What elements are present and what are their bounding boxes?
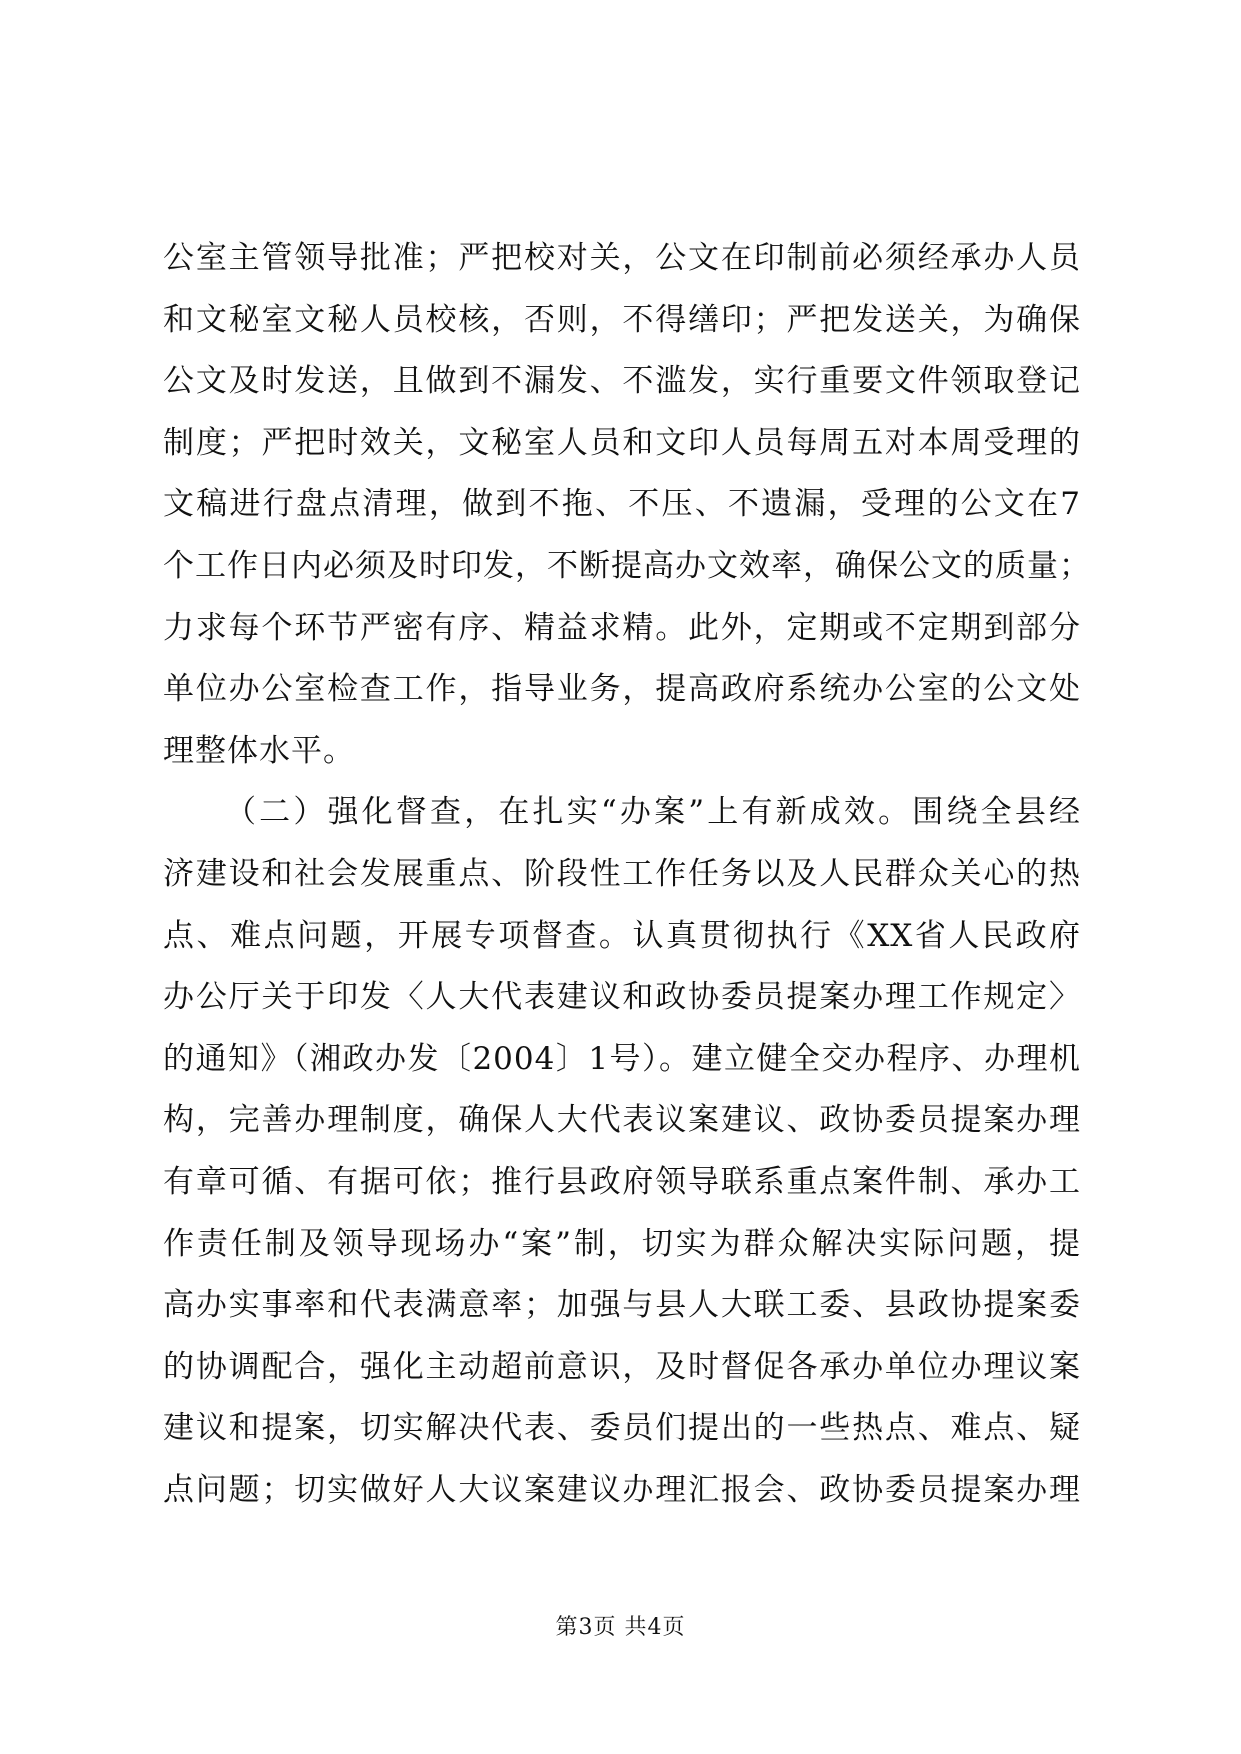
paragraph-end-line: 理整体水平。 (163, 732, 355, 769)
text-line: 公文及时发送，且做到不漏发、不滥发，实行重要文件领取登记 (163, 363, 1081, 400)
text-line: 的协调配合，强化主动超前意识，及时督促各承办单位办理议案 (163, 1348, 1081, 1385)
text-line: 公室主管领导批准；严把校对关，公文在印制前必须经承办人员 (163, 240, 1081, 276)
text-line: 点问题；切实做好人大议案建议办理汇报会、政协委员提案办理 (163, 1471, 1081, 1508)
body-text (163, 228, 1091, 1521)
page-number-footer: 第3页 共4页 (555, 1615, 686, 1640)
text-line: 办公厅关于印发〈人大代表建议和政协委员提案办理工作规定〉 (163, 979, 1081, 1016)
text-line: 力求每个环节严密有序、精益求精。此外，定期或不定期到部分 (163, 609, 1081, 646)
section-heading-line: （二）强化督查，在扎实“办案”上有新成效。围绕全县经 (225, 794, 1081, 831)
text-line: 作责任制及领导现场办“案”制，切实为群众解决实际问题，提 (163, 1225, 1081, 1262)
text-line: 个工作日内必须及时印发，不断提高办文效率，确保公文的质量； (163, 547, 1091, 584)
text-line: 的通知》（湘政办发〔2004〕1号）。建立健全交办程序、办理机 (163, 1040, 1081, 1077)
text-line: 建议和提案，切实解决代表、委员们提出的一些热点、难点、疑 (163, 1410, 1081, 1447)
text-line: 济建设和社会发展重点、阶段性工作任务以及人民群众关心的热 (163, 855, 1081, 892)
text-line: 单位办公室检查工作，指导业务，提高政府系统办公室的公文处 (163, 671, 1081, 708)
text-line: 构，完善办理制度，确保人大代表议案建议、政协委员提案办理 (163, 1102, 1081, 1139)
text-line: 和文秘室文秘人员校核，否则，不得缮印；严把发送关，为确保 (163, 301, 1081, 338)
text-line: 文稿进行盘点清理，做到不拖、不压、不遗漏，受理的公文在7 (163, 486, 1081, 523)
text-line: 制度；严把时效关，文秘室人员和文印人员每周五对本周受理的 (163, 424, 1081, 461)
text-line: 高办实事率和代表满意率；加强与县人大联工委、县政协提案委 (163, 1287, 1081, 1324)
text-line: 有章可循、有据可依；推行县政府领导联系重点案件制、承办工 (163, 1163, 1081, 1200)
text-line: 点、难点问题，开展专项督查。认真贯彻执行《XX省人民政府 (163, 917, 1081, 954)
